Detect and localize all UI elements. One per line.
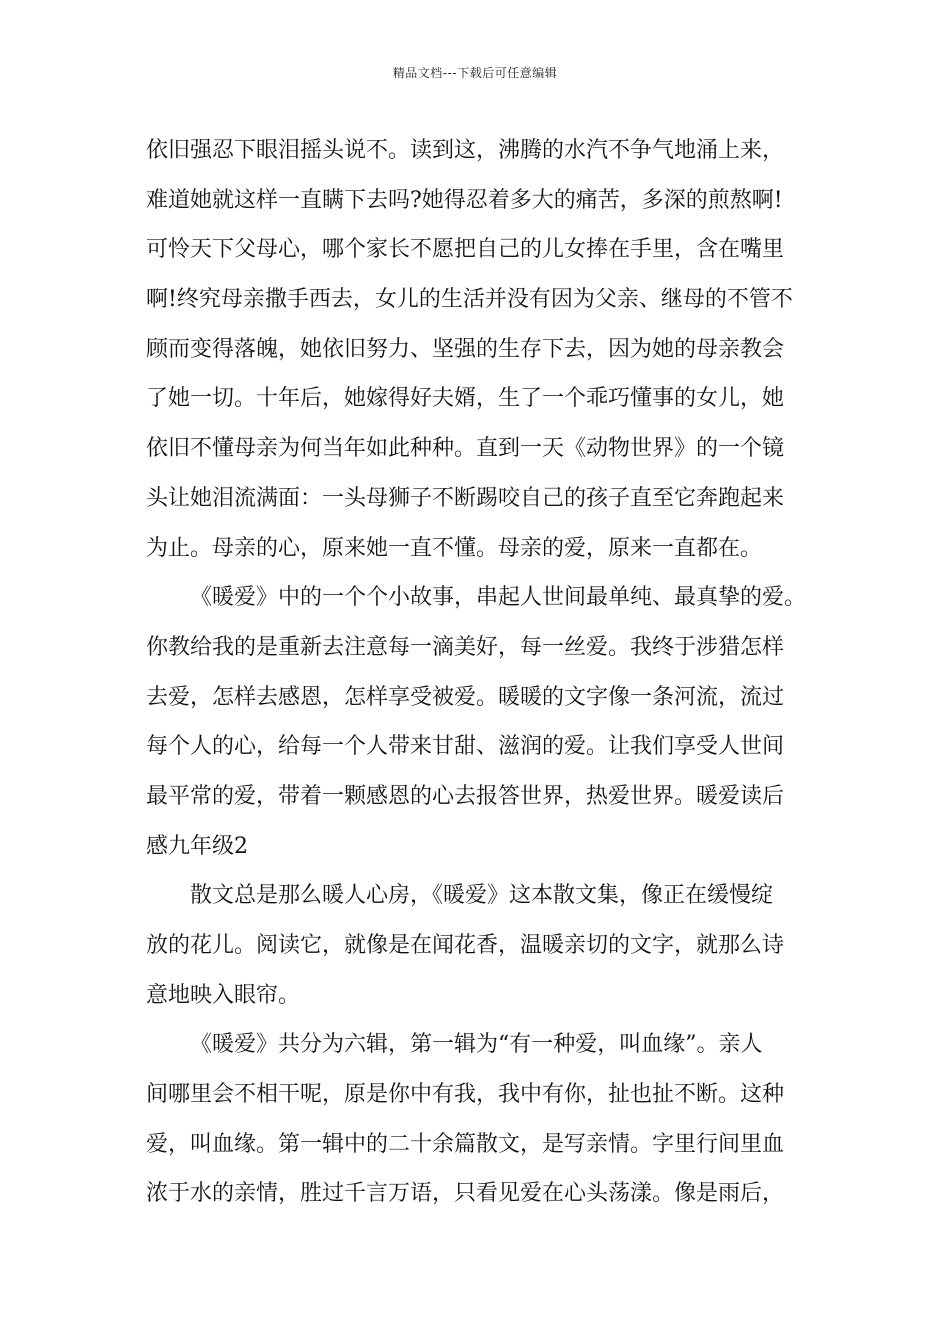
text-line: 依旧强忍下眼泪摇头说不。读到这，沸腾的水汽不争气地涌上来， [146, 138, 785, 163]
text-line: 感九年级2 [146, 833, 248, 859]
text-line: 去爱，怎样去感恩，怎样享受被爱。暖暖的文字像一条河流，流过 [146, 684, 785, 710]
paragraph-first-line: 《暖爱》中的一个个小故事，串起人世间最单纯、最真挚的爱。 [190, 585, 807, 611]
text-line: 意地映入眼帘。 [146, 982, 301, 1008]
text-line: 最平常的爱，带着一颗感恩的心去报答世界，热爱世界。暖爱读后 [146, 783, 785, 809]
text-line: 爱，叫血缘。第一辑中的二十余篇散文，是写亲情。字里行间里血 [146, 1131, 785, 1157]
text-line: 顾而变得落魄，她依旧努力、坚强的生存下去，因为她的母亲教会 [146, 336, 785, 362]
text-line: 可怜天下父母心，哪个家长不愿把自己的儿女捧在手里，含在嘴里 [146, 237, 785, 263]
text-line: 头让她泪流满面：一头母狮子不断踢咬自己的孩子直至它奔跑起来 [146, 485, 785, 511]
paragraph-first-line: 散文总是那么暖人心房，《暖爱》这本散文集，像正在缓慢绽 [190, 883, 774, 909]
body-text [146, 126, 816, 1219]
text-line: 放的花儿。阅读它，就像是在闻花香，温暖亲切的文字，就那么诗 [146, 933, 785, 958]
text-line: 难道她就这样一直瞒下去吗?她得忍着多大的痛苦，多深的煎熬啊! [146, 187, 783, 213]
text-line: 你教给我的是重新去注意每一滴美好，每一丝爱。我终于涉猎怎样 [146, 634, 785, 660]
paragraph-first-line: 《暖爱》共分为六辑，第一辑为“有一种爱，叫血缘”。亲人 [190, 1032, 763, 1058]
text-line: 间哪里会不相干呢，原是你中有我，我中有你，扯也扯不断。这种 [146, 1082, 785, 1108]
text-line: 为止。母亲的心，原来她一直不懂。母亲的爱，原来一直都在。 [146, 535, 763, 561]
text-line: 每个人的心，给每一个人带来甘甜、滋润的爱。让我们享受人世间 [146, 734, 785, 760]
text-line: 浓于水的亲情，胜过千言万语，只看见爱在心头荡漾。像是雨后， [146, 1181, 785, 1207]
text-line: 了她一切。十年后，她嫁得好夫婿，生了一个乖巧懂事的女儿，她 [146, 386, 785, 412]
text-line: 依旧不懂母亲为何当年如此种种。直到一天《动物世界》的一个镜 [146, 436, 785, 462]
page-header: 精品文档---下载后可任意编辑 [392, 66, 558, 80]
text-line: 啊!终究母亲撒手西去，女儿的生活并没有因为父亲、继母的不管不 [146, 287, 793, 313]
